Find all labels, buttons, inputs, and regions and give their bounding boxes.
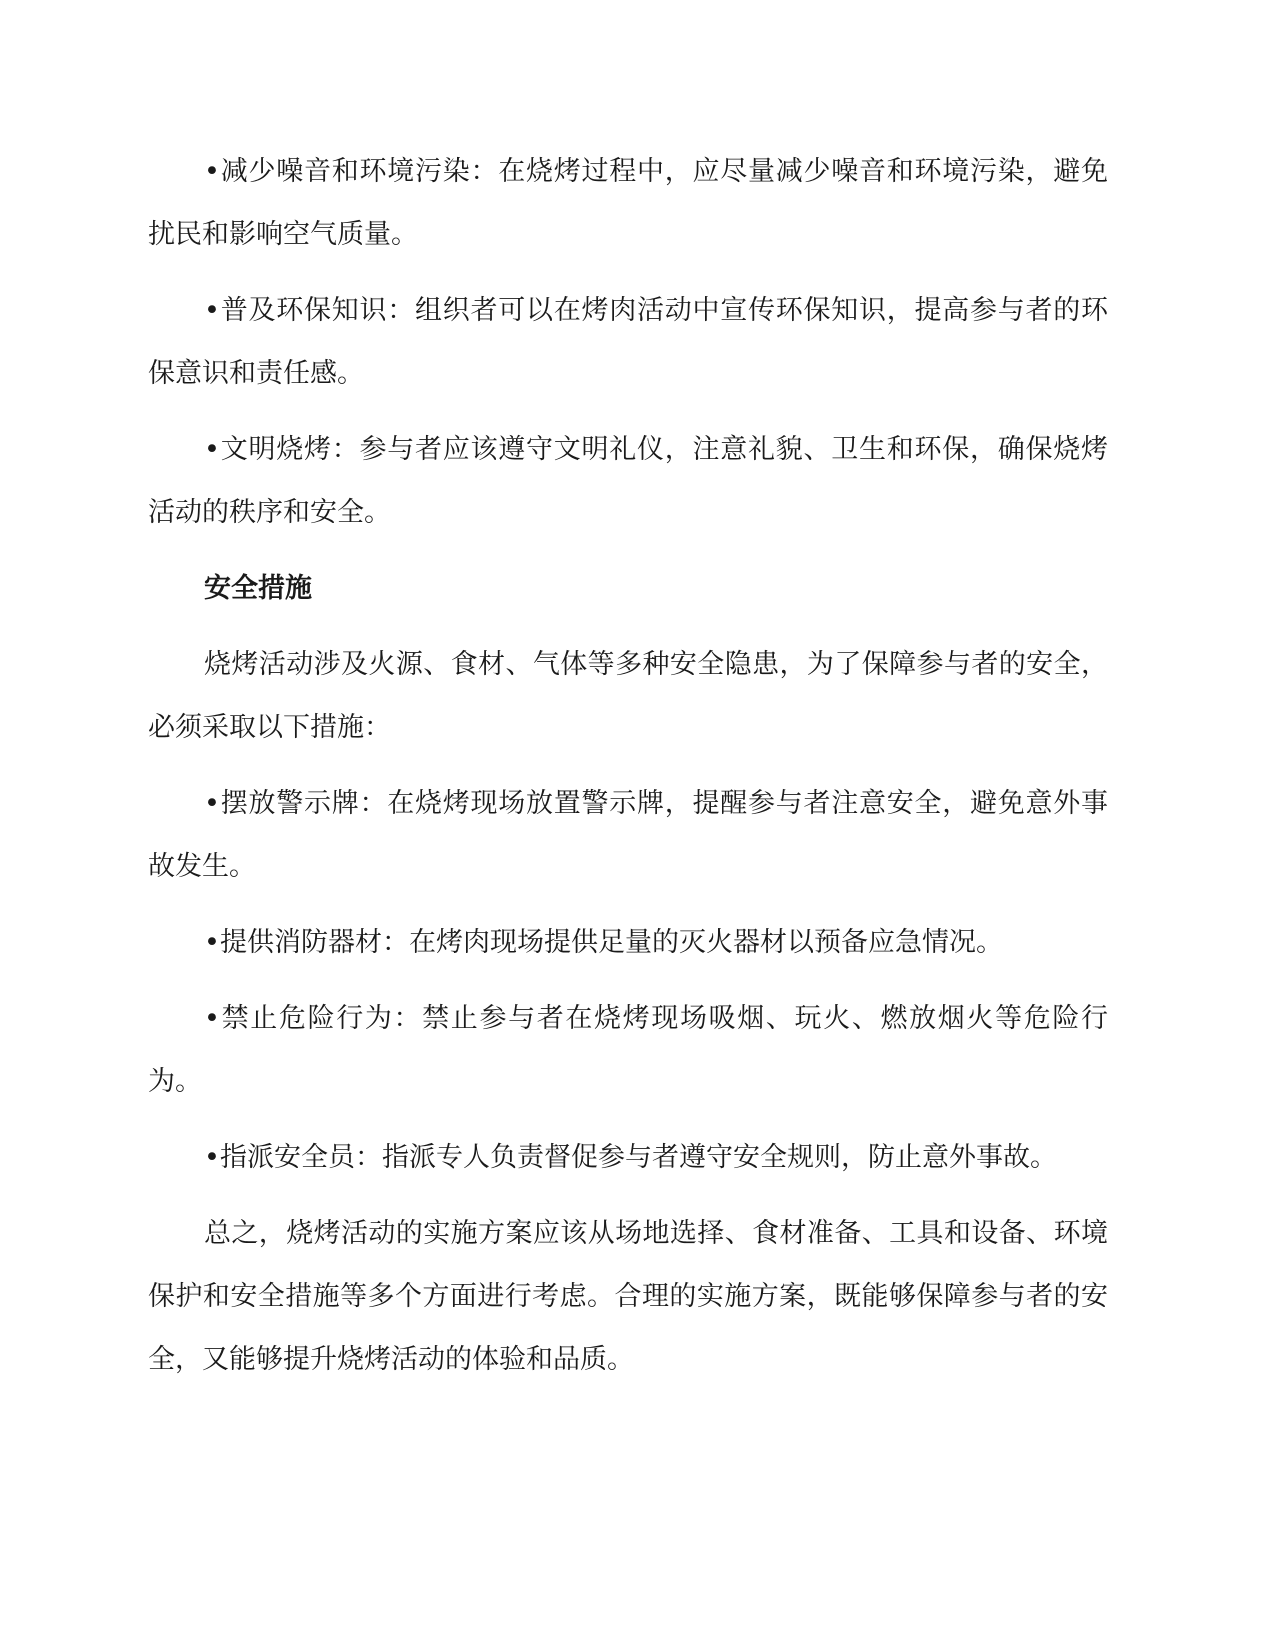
- bullet-marker: •: [204, 156, 220, 187]
- bullet-marker: •: [204, 927, 220, 958]
- bullet-marker: •: [204, 295, 220, 326]
- document-page: [148, 140, 1108, 1404]
- section-heading: 安全措施: [204, 573, 312, 604]
- bullet-text: 摆放警示牌：在烧烤现场放置警示牌，提醒参与者注意安全，避免意外事故发生。: [148, 788, 1108, 882]
- bullet-text: 指派安全员：指派专人负责督促参与者遵守安全规则，防止意外事故。: [220, 1142, 1057, 1173]
- bullet-text: 提供消防器材：在烤肉现场提供足量的灭火器材以预备应急情况。: [220, 927, 1003, 958]
- bullet-text: 禁止危险行为：禁止参与者在烧烤现场吸烟、玩火、燃放烟火等危险行为。: [148, 1003, 1108, 1097]
- bullet-text: 减少噪音和环境污染：在烧烤过程中，应尽量减少噪音和环境污染，避免扰民和影响空气质量。: [148, 156, 1108, 250]
- bullet-text: 文明烧烤：参与者应该遵守文明礼仪，注意礼貌、卫生和环保，确保烧烤活动的秩序和安全。: [148, 434, 1108, 528]
- bullet-text: 普及环保知识：组织者可以在烤肉活动中宣传环保知识，提高参与者的环保意识和责任感。: [148, 295, 1108, 389]
- bullet-marker: •: [204, 788, 220, 819]
- bullet-marker: •: [204, 434, 220, 465]
- bullet-item: [148, 1126, 1108, 1189]
- bullet-item: [148, 987, 1108, 1113]
- bullet-item: [148, 279, 1108, 405]
- bullet-item: [148, 418, 1108, 544]
- body-paragraph: 总之，烧烤活动的实施方案应该从场地选择、食材准备、工具和设备、环境保护和安全措施等多个方面进行考虑。合理的实施方案，既能够保障参与者的安全，又能够提升烧烤活动的体验和品质。: [148, 1218, 1108, 1375]
- bullet-item: [148, 772, 1108, 898]
- bullet-marker: •: [204, 1142, 220, 1173]
- body-paragraph: 烧烤活动涉及火源、食材、气体等多种安全隐患，为了保障参与者的安全，必须采取以下措施：: [148, 649, 1108, 743]
- bullet-item: [148, 140, 1108, 266]
- bullet-marker: •: [204, 1003, 220, 1034]
- bullet-item: [148, 911, 1108, 974]
